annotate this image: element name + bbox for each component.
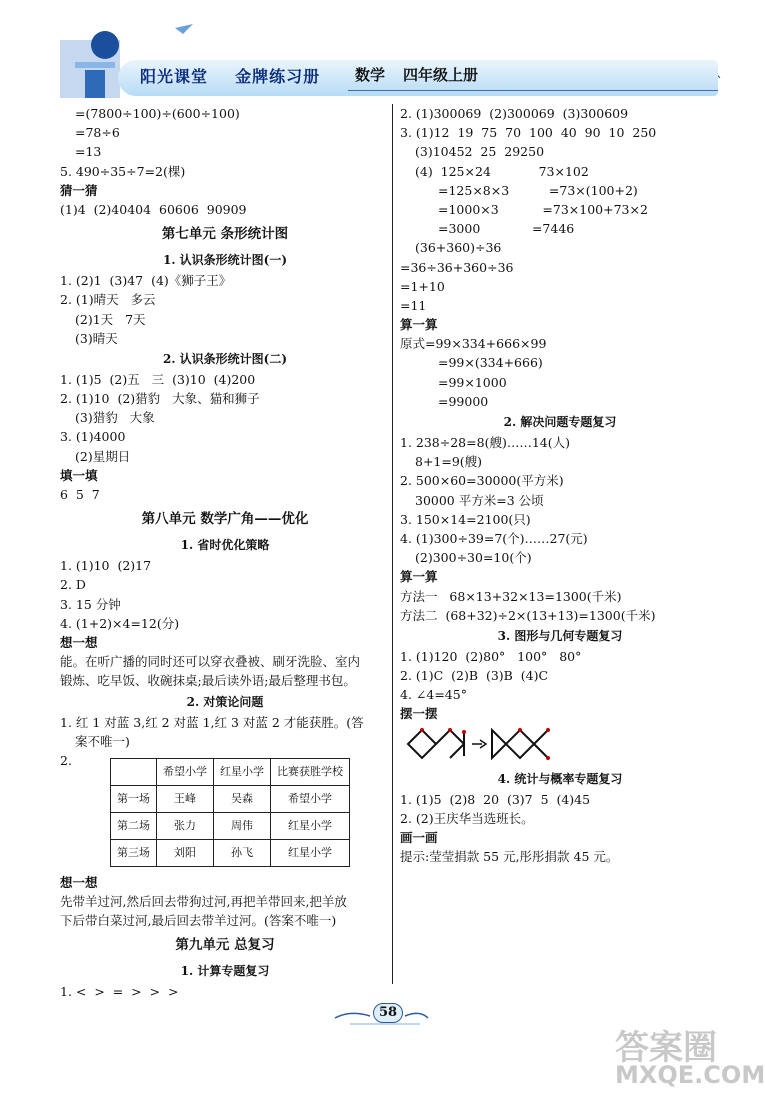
table-cell: 红星小学 [271,812,350,839]
table-cell: 第一场 [111,785,157,812]
header-rule [348,90,718,91]
answer-line: 1. (1)5 (2)五 三 (3)10 (4)200 [60,371,256,387]
answer-line: =99×1000 [438,374,507,390]
brand-name: 阳光课堂 [140,67,209,86]
matchstick-icon [402,724,562,764]
lesson-title: 4. 统计与概率专题复习 [497,771,623,786]
lesson-title: 2. 对策论问题 [186,694,264,709]
grade-label: 四年级上册 [403,66,479,84]
answer-line: =11 [400,297,427,313]
table-cell: 第三场 [111,839,157,866]
table-cell: 希望小学 [271,785,350,812]
answer-line: 锻炼、吃早饭、收碗抹桌;最后读外语;最后整理书包。 [60,673,356,689]
result-table [110,758,350,867]
table-cell: 吴森 [214,785,271,812]
column-divider [392,104,393,984]
answer-line: 6 5 7 [60,487,100,502]
answer-line: 4. (1+2)×4=12(分) [60,615,180,631]
answer-line: 2. (2)王庆华当选班长。 [400,810,534,826]
answer-line: =1000×3 =73×100+73×2 [438,201,648,217]
answer-line: =125×8×3 =73×(100+2) [438,182,638,198]
answer-line: =(7800÷100)÷(600÷100) [75,106,240,121]
unit-title: 第九单元 总复习 [175,937,275,954]
section-label: 想一想 [60,634,98,650]
answer-line: =36÷36+360÷36 [400,259,514,275]
answer-line: 1. (1)120 (2)80° 100° 80° [400,648,582,664]
table-header-cell: 比赛获胜学校 [271,758,350,785]
answer-line: 1. (2)1 (3)47 (4)《狮子王》 [60,273,232,289]
table-cell: 周伟 [214,812,271,839]
table-header-cell: 希望小学 [157,758,214,785]
answer-line: 3. (1)4000 [60,429,126,445]
section-label: 画一画 [400,830,438,845]
answer-line: 4. (1)300÷39=7(个)……27(元) [400,530,588,546]
answer-line: 2. (1)晴天 多云 [60,292,156,308]
answer-line: 8+1=9(艘) [415,454,483,470]
table-header-row [111,758,350,785]
answer-line: 1. (1)10 (2)17 [60,558,152,574]
table-header-cell: 红星小学 [214,758,271,785]
answer-line: 1. < > = > > > [60,984,179,1000]
answer-line: 3. 150×14=2100(只) [400,511,531,527]
answer-line: 1. 红 1 对蓝 3,红 2 对蓝 1,红 3 对蓝 2 才能获胜。(答 [60,714,364,730]
answer-line: (2)300÷30=10(个) [415,550,532,566]
table-row [111,839,350,866]
answer-line: 30000 平方米=3 公顷 [415,492,544,508]
lesson-title: 3. 图形与几何专题复习 [497,628,623,643]
right-column [400,104,720,866]
answer-line: 3. (1)12 19 75 70 100 40 90 10 250 [400,125,657,141]
table-cell: 刘阳 [157,839,214,866]
lesson-title: 1. 省时优化策略 [180,538,270,553]
answer-line: (2)1天 7天 [75,311,146,327]
answer-line: =3000 =7446 [438,221,575,237]
answer-line: 2. 500×60=30000(平方米) [400,473,564,489]
lesson-title: 1. 计算专题复习 [180,964,270,979]
answer-line: 提示:莹莹捐款 55 元,彤彤捐款 45 元。 [400,849,619,865]
table-cell: 红星小学 [271,839,350,866]
subject-label: 数学 [355,66,386,84]
answer-line: =78÷6 [75,125,120,141]
table-header-cell [111,758,157,785]
brand-subtitle: 金牌练习册 [235,67,321,86]
answer-line: (2)星期日 [75,448,131,464]
lesson-title: 2. 解决问题专题复习 [503,415,617,429]
answer-line: 1. (1)5 (2)8 20 (3)7 5 (4)45 [400,791,591,807]
answer-line: (3)10452 25 29250 [415,144,545,160]
section-label: 猜一猜 [60,182,98,198]
answer-line: 方法二 (68+32)÷2×(13+13)=1300(千米) [400,607,656,623]
section-label: 算一算 [400,317,438,333]
left-column [60,104,390,1002]
lesson-title: 2. 认识条形统计图(二) [162,351,288,366]
section-label: 算一算 [400,569,438,585]
answer-line: 原式=99×334+666×99 [400,336,547,352]
answer-line: 案不唯一) [75,733,130,749]
answer-line: 3. 15 分钟 [60,596,121,612]
answer-line: =99000 [438,393,489,409]
table-cell: 王峰 [157,785,214,812]
answer-line: =13 [75,144,102,160]
answer-line: 2. (1)C (2)B (3)B (4)C [400,668,549,684]
unit-title: 第七单元 条形统计图 [161,226,289,243]
table-cell: 孙飞 [214,839,271,866]
watermark-url: MXQE.COM [615,1061,765,1089]
answer-line: (1)4 (2)40404 60606 90909 [60,201,247,217]
answer-line: 2. D [60,577,86,593]
answer-line: =99×(334+666) [438,355,543,371]
answer-line: 下后带白菜过河,最后回去带羊过河。(答案不唯一) [60,913,337,929]
answer-line: 1. 238÷28=8(艘)……14(人) [400,435,570,450]
page-number: 58 [373,1003,403,1023]
answer-line: 4. ∠4=45° [400,687,467,703]
unit-title: 第八单元 数学广角——优化 [141,511,309,528]
answer-line: 2. (1)300069 (2)300069 (3)300609 [400,106,629,121]
answer-line: 能。在听广播的同时还可以穿衣叠被、刷牙洗脸、室内 [60,654,361,670]
answer-line: 方法一 68×13+32×13=1300(千米) [400,588,622,604]
answer-line: (36+360)÷36 [415,240,502,256]
table-cell: 第二场 [111,812,157,839]
answer-line: 先带羊过河,然后回去带狗过河,再把羊带回来,把羊放 [60,894,347,910]
series-title [140,64,320,87]
section-label: 摆一摆 [400,706,438,722]
table-row [111,785,350,812]
watermark-logo: 答案圈 [615,1028,717,1068]
answer-line: 2. (1)10 (2)猎豹 大象、猫和狮子 [60,391,260,407]
page-header [0,0,750,100]
answer-line: (4) 125×24 73×102 [415,163,589,179]
answer-line: 2. [60,752,72,768]
watermark [615,1020,765,1089]
table-cell: 张力 [157,812,214,839]
lesson-title: 1. 认识条形统计图(一) [162,253,288,268]
answer-line: 5. 490÷35÷7=2(棵) [60,163,186,179]
answer-line: =1+10 [400,278,445,294]
answer-line: (3)晴天 [75,330,118,346]
section-label: 填一填 [60,467,98,483]
matchstick-figure [400,724,720,768]
answer-line: (3)猎豹 大象 [75,410,155,426]
section-label: 想一想 [60,874,98,890]
table-row [111,812,350,839]
